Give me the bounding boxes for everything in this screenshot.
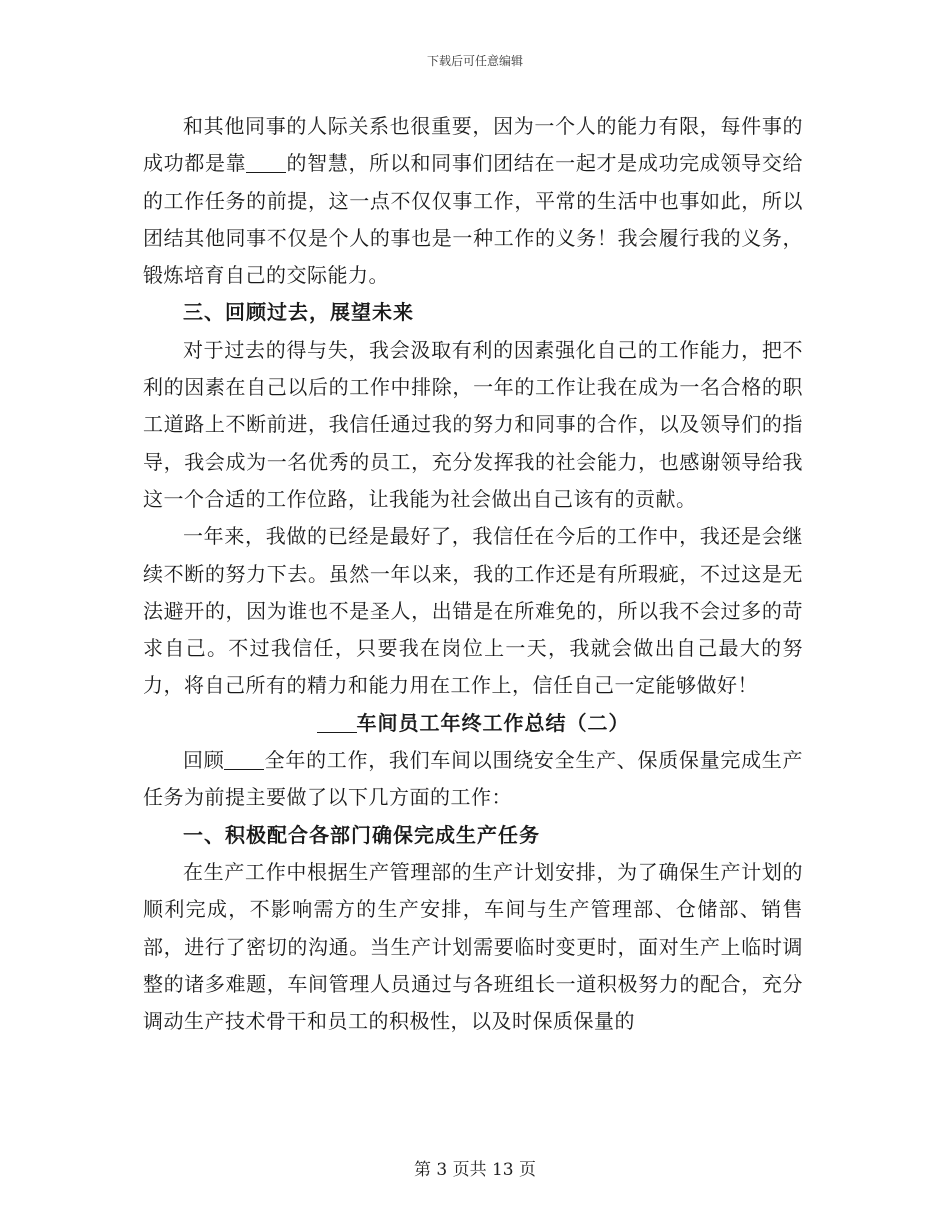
fill-blank — [246, 152, 286, 173]
paragraph-relations — [143, 108, 803, 294]
paragraph-intro — [143, 742, 803, 817]
document-section-title — [143, 705, 803, 742]
section-title-text: 车间员工年终工作总结（二） — [356, 710, 630, 735]
paragraph-past: 对于过去的得与失，我会汲取有利的因素强化自己的工作能力，把不利的因素在自己以后的工作中排除，一年的工作让我在成为一名合格的职工道路上不断前进，我信任通过我的努力和同事的合作，以及领导们的指导，我会成为一名优秀的员工，充分发挥我的社会能力，也感谢领导给我这一个合适的工作位路，让我能为社会做出自己该有的贡献。 — [143, 337, 803, 511]
paragraph-year: 一年来，我做的已经是最好了，我信任在今后的工作中，我还是会继续不断的努力下去。虽然一年以来，我的工作还是有所瑕疵，不过这是无法避开的，因为谁也不是圣人，出错是在所难免的，所以我不会过多的苛求自己。不过我信任，只要我在岗位上一天，我就会做出自己最大的努力，将自己所有的精力和能力用在工作上，信任自己一定能够做好！ — [143, 524, 803, 698]
section-heading-review: 三、回顾过去，展望未来 — [183, 300, 414, 325]
paragraph-text: 的智慧，所以和同事们团结在一起才是成功完成领导交给的工作任务的前提，这一点不仅仅事工作，平常的生活中也事如此，所以团结其他同事不仅是个人的事也是一种工作的义务！我会履行我的义务，锻炼培育自己的交际能力。 — [143, 151, 804, 288]
fill-blank — [224, 749, 264, 770]
page-footer: 第 3 页共 13 页 — [413, 1160, 537, 1180]
paragraph-production: 在生产工作中根据生产管理部的生产计划安排，为了确保生产计划的顺利完成，不影响需方的生产安排，车间与生产管理部、仓储部、销售部，进行了密切的沟通。当生产计划需要临时变更时，面对生产上临时调整的诸多难题，车间管理人员通过与各班组长一道积极努力的配合，充分调动生产技术骨干和员工的积极性，以及时保质保量的 — [143, 859, 803, 1034]
document-body — [143, 108, 803, 1040]
paragraph-text: 和其他同事的人际关系也很重要，因为一个人的能力有限，每件事的成功都是靠 — [143, 114, 803, 176]
section-heading-cooperation: 一、积极配合各部门确保完成生产任务 — [183, 822, 540, 847]
paragraph-text: 全年的工作，我们车间以围绕安全生产、保质保量完成生产任务为前提主要做了以下几方面的工作： — [143, 748, 804, 810]
paragraph-text: 回顾 — [183, 748, 225, 773]
fill-blank — [317, 712, 357, 733]
page-header: 下载后可任意编辑 — [426, 54, 523, 68]
